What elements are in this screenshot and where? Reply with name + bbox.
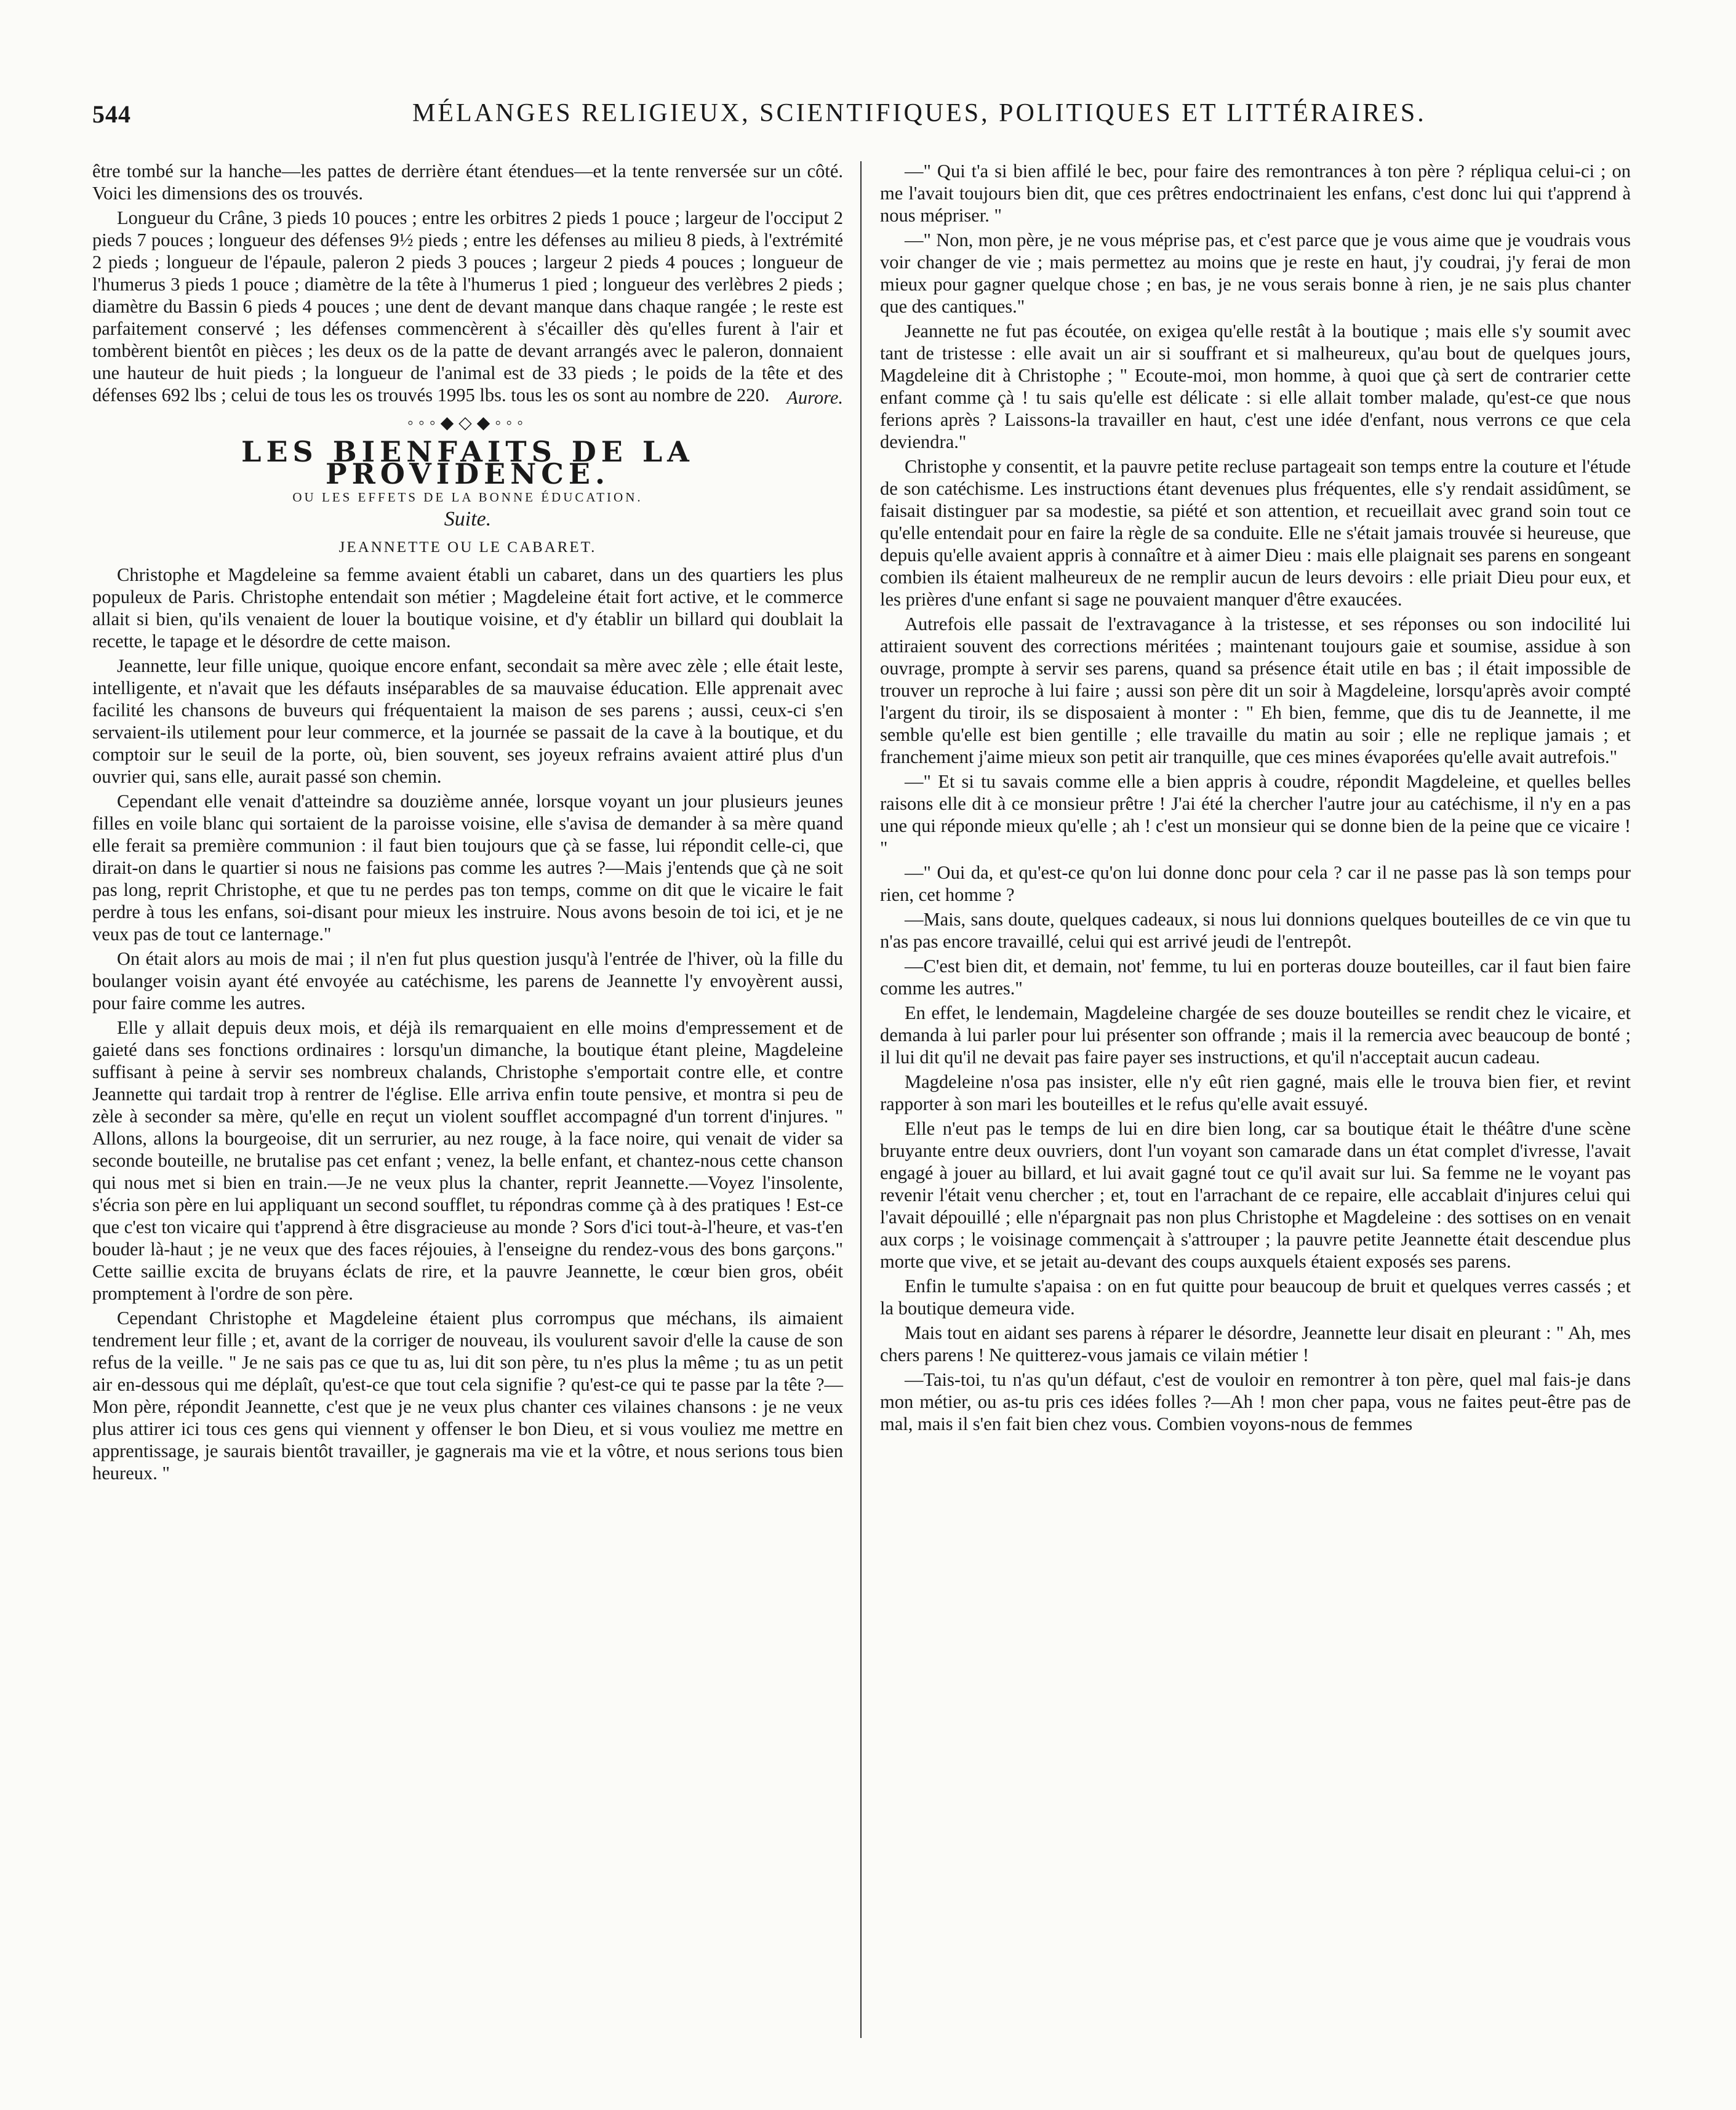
column-divider (860, 161, 862, 2038)
story-paragraph: —" Et si tu savais comme elle a bien appris à coudre, répondit Magdeleine, et quelles belles raisons elle dit à ce monsieur prêtre ! J'ai été la chercher l'autre jour au catéchisme, il n'y en a pas une qui réponde mieux qu'elle ; ah ! c'est un monsieur qui se donne bien de la peine que ce vicaire ! " (880, 771, 1631, 858)
story-paragraph: —Mais, sans doute, quelques cadeaux, si nous lui donnions quelques bouteilles de ce vin que tu n'as pas encore travaillé, celui qui est arrivé jeudi de l'entrepôt. (880, 909, 1631, 952)
right-column (880, 160, 1631, 1437)
story-paragraph: Elle n'eut pas le temps de lui en dire bien long, car sa boutique était le théâtre d'une scène bruyante entre deux ouvriers, dont l'un voyant son camarade dans un état complet d'ivresse, l'avait engagé à jouer au billard, et lui avait gagné tout ce qu'il avait sur lui. Sa femme ne le voyant pas revenir l'était venu chercher ; et, tout en l'arrachant de ce repaire, elle accablait d'injures celui qui l'avait dépouillé ; elle n'épargnait pas non plus Christophe et Magdeleine : des sottises on en venait aux corps ; le voisinage commençait à s'attrouper ; la pauvre petite Jeannette était descendue plus morte que vive, et se jetait au-devant des coups auxquels étaient exposés ses parens. (880, 1118, 1631, 1272)
story-paragraph: Enfin le tumulte s'apaisa : on en fut quitte pour beaucoup de bruit et quelques verres cassés ; et la boutique demeura vide. (880, 1276, 1631, 1319)
section-suite: Suite. (444, 508, 492, 530)
story-paragraph: Magdeleine n'osa pas insister, elle n'y eût rien gagné, mais elle le trouva bien fier, et revint rapporter à son mari les bouteilles et le refus qu'elle avait essuyé. (880, 1071, 1631, 1114)
left-column (92, 160, 843, 1487)
story-paragraph: Cependant Christophe et Magdeleine étaient plus corrompus que méchans, ils aimaient tendrement leur fille ; et, avant de la corriger de nouveau, ils voulurent savoir d'elle la cause de son refus de la veille. " Je ne sais pas ce que tu as, lui dit son père, tu n'es plus la même ; tu as un petit air en-dessous qui me déplaît, qu'est-ce que tout cela signifie ? qu'est-ce qui te passe par la tête ?—Mon père, répondit Jeannette, c'est que je ne veux plus chanter ces vilaines chansons : je ne veux plus attirer ici tous ces gens qui viennent y offenser le bon Dieu, et si vous vouliez me mettre en apprentissage, je saurais bientôt travailler, je gagnerais ma vie et la vôtre, et nous serions tous bien heureux. " (92, 1308, 843, 1484)
page-header (92, 92, 1631, 129)
story-paragraph: —" Qui t'a si bien affilé le bec, pour faire des remontrances à ton père ? répliqua celui-ci ; on me l'avait toujours bien dit, que ces prêtres endoctrinaient les enfans, c'est donc lui qui t'apprend à nous mépriser. " (880, 161, 1631, 226)
chapter-heading: JEANNETTE OU LE CABARET. (338, 539, 597, 556)
page-number: 544 (92, 100, 131, 128)
signature: Aurore. (786, 387, 843, 408)
story-paragraph: Cependant elle venait d'atteindre sa douzième année, lorsque voyant un jour plusieurs jeunes filles en voile blanc qui sortaient de la paroisse voisine, elle s'avisa de demander à sa mère quand elle ferait sa première communion : il faut bien toujours que çà se fasse, lui répondit celle-ci, que dirait-on dans le quartier si nous ne faisions pas comme les autres ?—Mais j'entends que çà ne soit pas long, reprit Christophe, et que tu ne perdes pas ton temps, comme on dit que le vicaire le fait perdre à tous les enfans, soi-disant pour mieux les instruire. Nous avons besoin de toi ici, et je ne veux pas de tout ce lanternage." (92, 791, 843, 945)
newspaper-page (92, 92, 1631, 2049)
story-paragraph: —" Non, mon père, je ne vous méprise pas, et c'est parce que je vous aime que je voudrais vous voir changer de vie ; mais permettez au moins que je reste en haut, j'y coudrai, j'y ferai de mon mieux pour gagner quelque chose ; en bas, je ne vous serais bonne à rien, je ne sais plus chanter que des cantiques." (880, 230, 1631, 317)
story-paragraph: —" Oui da, et qu'est-ce qu'on lui donne donc pour cela ? car il ne passe pas là son temps pour rien, cet homme ? (880, 862, 1631, 905)
section-subtitle: OU LES EFFETS DE LA BONNE ÉDUCATION. (292, 490, 643, 505)
story-paragraph: Elle y allait depuis deux mois, et déjà ils remarquaient en elle moins d'empressement et de gaieté dans ses fonctions ordinaires : lorsqu'un dimanche, la boutique étant pleine, Magdeleine suffisant à peine à servir ses nombreux chalands, Christophe s'emportait contre elle, et contre Jeannette qui tardait trop à rentrer de l'église. Elle arriva enfin toute pensive, et montra si peu de zèle à seconder sa mère, qu'elle en reçut un violent soufflet accompagné d'un torrent d'injures. " Allons, allons la bourgeoise, dit un serrurier, au nez rouge, à la face noire, qui venait de vider sa seconde bouteille, ne brutalise pas cet enfant ; venez, la belle enfant, et chantez-nous cette chanson qui nous met si bien en train.—Je ne veux plus la chanter, reprit Jeannette.—Voyez l'insolente, s'écria son père en lui appliquant un second soufflet, tu répondras comme çà à des pratiques ! Est-ce que c'est ton vicaire qui t'apprend à être disgracieuse au monde ? Sors d'ici tout-à-l'heure, et vas-t'en bouder là-haut ; je ne veux que des faces réjouies, à l'enseigne du rendez-vous des bons garçons." Cette saillie excita de bruyans éclats de rire, et la pauvre Jeannette, le cœur bien gros, obéit promptement à l'ordre de son père. (92, 1017, 843, 1304)
intro-paragraph: être tombé sur la hanche—les pattes de derrière étant étendues—et la tente renversée sur un côté. Voici les dimensions des os trouvés. (92, 161, 843, 204)
section-title: LES BIENFAITS DE LA PROVIDENCE. (241, 435, 694, 490)
story-paragraph: —Tais-toi, tu n'as qu'un défaut, c'est de vouloir en remontrer à ton père, quel mal fais-je dans mon métier, ou as-tu pris ces idées folles ?—Ah ! mon cher papa, vous ne faites peut-être pas de mal, mais il s'en fait bien chez vous. Combien voyons-nous de femmes (880, 1369, 1631, 1434)
section-ornament: ◦◦◦◆◇◆◦◦◦ (407, 414, 529, 433)
intro-paragraph: Longueur du Crâne, 3 pieds 10 pouces ; entre les orbitres 2 pieds 1 pouce ; largeur de l'occiput 2 pieds 7 pouces ; longueur des défenses 9½ pieds ; entre les défenses au milieu 8 pieds, à l'extrémité 2 pieds ; longueur de l'épaule, paleron 2 pieds 3 pouces ; largeur 2 pieds 4 pouces ; longueur de l'humerus 3 pieds 1 pouce ; diamètre de la tête à l'humerus 1 pied ; longueur des verlèbres 2 pieds ; diamètre du Bassin 6 pieds 4 pouces ; une dent de devant manque dans chaque rangée ; le reste est parfaitement conservé ; les défenses commencèrent à s'écailler dès qu'elles furent à l'air et tombèrent bientôt en pièces ; les deux os de la patte de devant arrangés avec le paleron, donnaient une hauteur de huit pieds ; la longueur de l'animal est de 33 pieds ; le poids de la tête et des défenses 692 lbs ; celui de tous les os trouvés 1995 lbs. tous les os sont au nombre de 220. (92, 207, 843, 406)
story-paragraph: Autrefois elle passait de l'extravagance à la tristesse, et ses réponses ou son indocilité lui attiraient souvent des corrections méritées ; maintenant toujours gaie et soumise, assidue à son ouvrage, prompte à servir ses parens, quand sa présence était utile en bas ; il était impossible de trouver un reproche à lui faire ; aussi son père dit un soir à Magdeleine, lorsqu'après avoir compté l'argent du tiroir, ils se disposaient à monter : " Eh bien, femme, que dis tu de Jeannette, il me semble qu'elle est bien gentille ; elle travaille du matin au soir ; elle ne replique jamais ; et franchement j'aime mieux son petit air tranquille, que ces mines évaporées qu'elle avait autrefois." (880, 613, 1631, 767)
story-paragraph: Jeannette ne fut pas écoutée, on exigea qu'elle restât à la boutique ; mais elle s'y soumit avec tant de tristesse : elle avait un air si souffrant et si malheureux, qu'au bout de quelques jours, Magdeleine dit à Christophe ; " Ecoute-moi, mon homme, à quoi que çà sert de contrarier cette enfant comme çà ! tu sais qu'elle est délicate : si elle allait tomber malade, qu'est-ce que nous ferions après ? Laissons-la travailler en haut, c'est une idée d'enfant, nous verrons ce que cela deviendra." (880, 321, 1631, 452)
running-title: MÉLANGES RELIGIEUX, SCIENTIFIQUES, POLITIQUES ET LITTÉRAIRES. (412, 99, 1426, 127)
story-paragraph: Mais tout en aidant ses parens à réparer le désordre, Jeannette leur disait en pleurant : " Ah, mes chers parens ! Ne quitterez-vous jamais ce vilain métier ! (880, 1322, 1631, 1365)
story-paragraph: Jeannette, leur fille unique, quoique encore enfant, secondait sa mère avec zèle ; elle était leste, intelligente, et n'avait que les défauts inséparables de sa mauvaise éducation. Elle apprenait avec facilité les chansons de buveurs qui fréquentaient la maison de ses parens ; aussi, ceux-ci s'en servaient-ils utilement pour leur commerce, et la journée se passait de la cave à la boutique, et du comptoir sur le seuil de la porte, où, bien souvent, ses joyeux refrains avaient attiré plus d'un ouvrier qui, sans elle, aurait passé son chemin. (92, 655, 843, 787)
story-paragraph: Christophe et Magdeleine sa femme avaient établi un cabaret, dans un des quartiers les plus populeux de Paris. Christophe entendait son métier ; Magdeleine était fort active, et le commerce allait si bien, qu'ils venaient de louer la boutique voisine, et d'y établir un billard qui doublait la recette, le tapage et le désordre de cette maison. (92, 564, 843, 652)
story-paragraph: Christophe y consentit, et la pauvre petite recluse partageait son temps entre la couture et l'étude de son catéchisme. Les instructions étant devenues plus fréquentes, elle s'y rendait assidûment, se faisait distinguer par sa modestie, sa piété et son attention, et recueillait avec grand soin tout ce qu'elle entendait pour en faire la règle de sa conduite. Elle ne s'était jamais trouvée si heureuse, que depuis qu'elle avaient appris à connaître et à aimer Dieu : mais elle plaignait ses parens en songeant combien ils étaient malheureux de ne remplir aucun de leurs devoirs : elle priait Dieu pour eux, et les prières d'une enfant si sage ne pouvaient manquer d'être exaucées. (880, 456, 1631, 610)
story-paragraph: —C'est bien dit, et demain, not' femme, tu lui en porteras douze bouteilles, car il faut bien faire comme les autres." (880, 956, 1631, 999)
story-paragraph: En effet, le lendemain, Magdeleine chargée de ses douze bouteilles se rendit chez le vicaire, et demanda à lui parler pour lui présenter son offrande ; mais il la remercia avec beaucoup de bonté ; il lui dit qu'il ne devait pas faire payer ses instructions, et qu'il n'acceptait aucun cadeau. (880, 1002, 1631, 1068)
story-paragraph: On était alors au mois de mai ; il n'en fut plus question jusqu'à l'entrée de l'hiver, où la fille du boulanger voisin ayant été envoyée au catéchisme, les parens de Jeannette l'y envoyèrent aussi, pour faire comme les autres. (92, 948, 843, 1013)
